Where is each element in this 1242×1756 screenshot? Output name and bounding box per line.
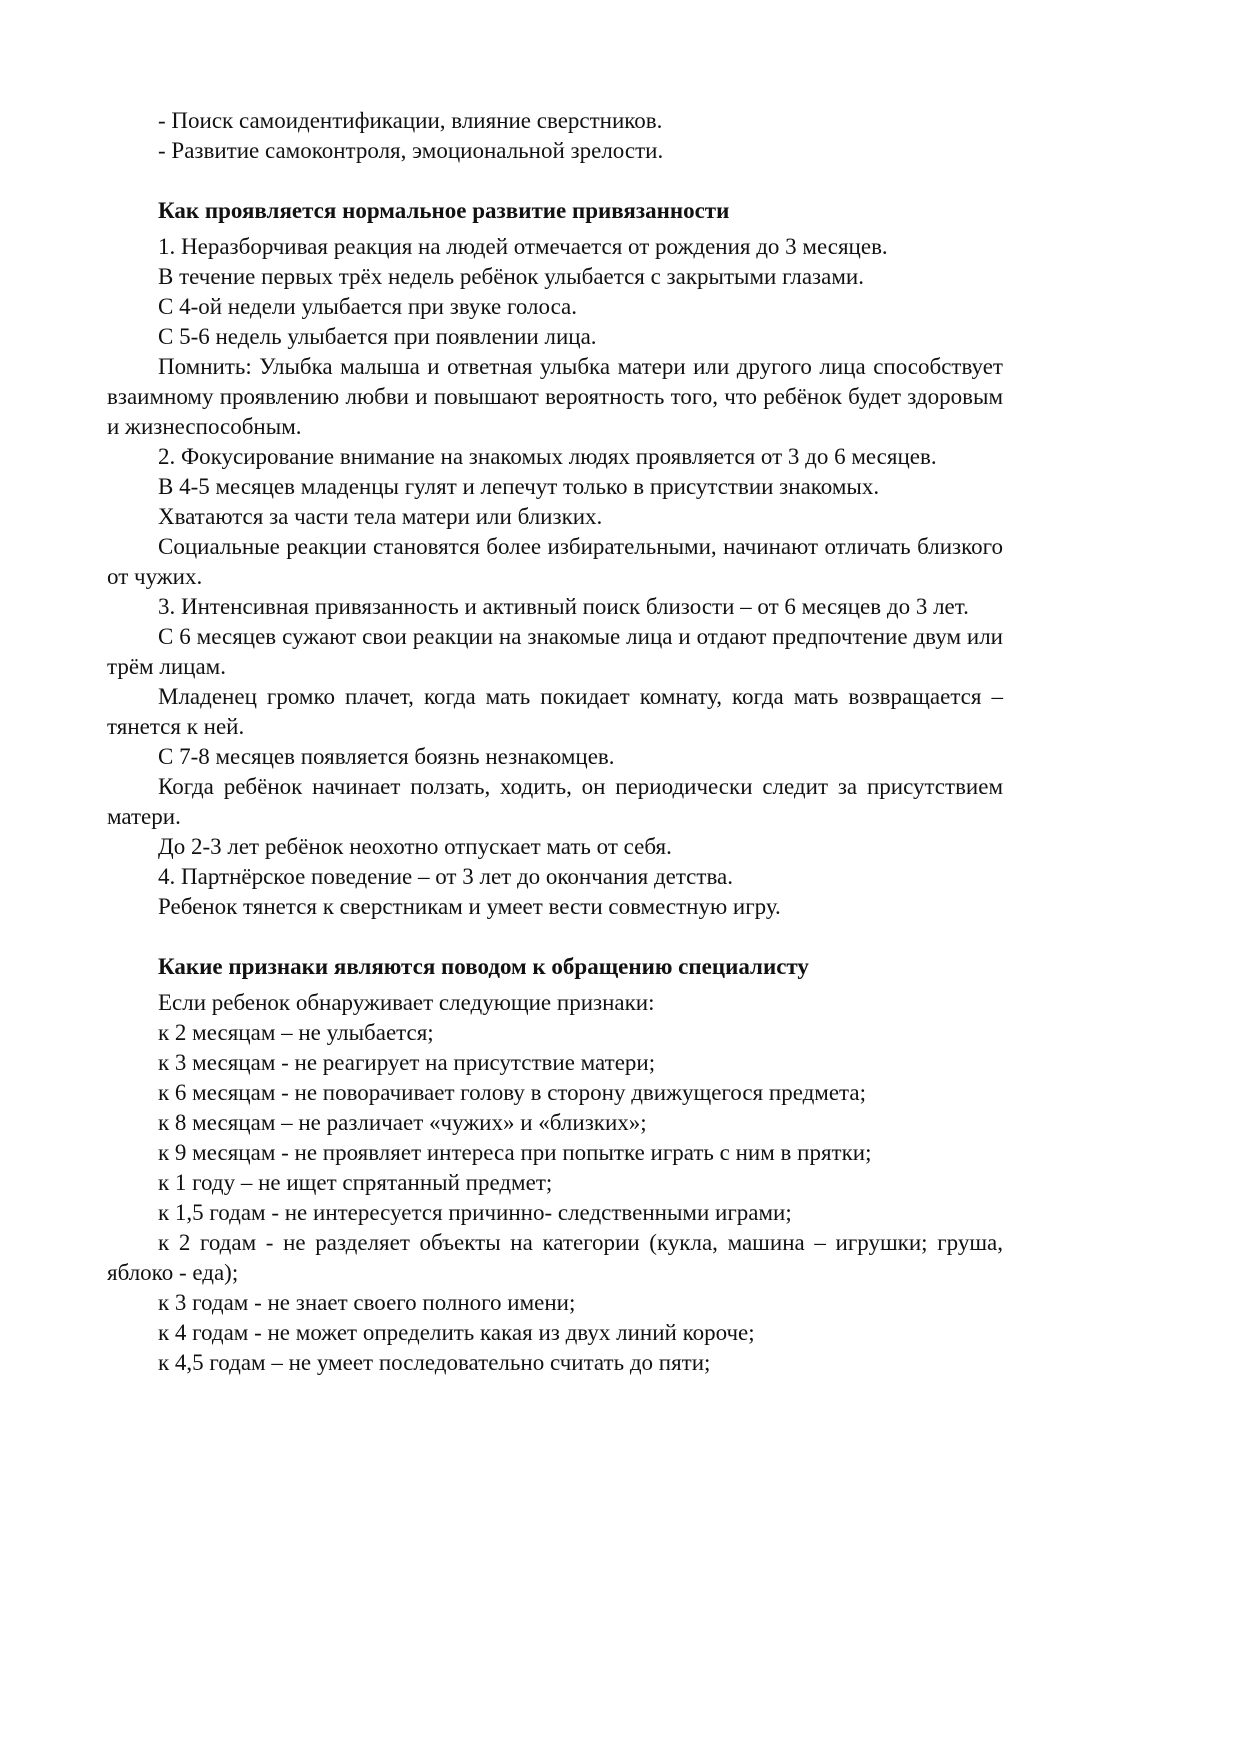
section-body-attachment <box>107 232 1003 922</box>
sign-item: к 4,5 годам – не умеет последовательно считать до пяти; <box>158 1350 711 1375</box>
paragraph: В течение первых трёх недель ребёнок улыбается с закрытыми глазами. <box>158 264 864 289</box>
spacer <box>107 922 1003 952</box>
sign-item: к 4 годам - не может определить какая из двух линий короче; <box>158 1320 755 1345</box>
section-heading-warning-signs: Какие признаки являются поводом к обращению специалисту <box>158 954 809 979</box>
sign-item: к 1 году – не ищет спрятанный предмет; <box>158 1170 553 1195</box>
paragraph: Социальные реакции становятся более избирательными, начинают отличать близкого от чужих. <box>107 534 1003 589</box>
paragraph: 4. Партнёрское поведение – от 3 лет до окончания детства. <box>158 864 733 889</box>
paragraph: В 4-5 месяцев младенцы гулят и лепечут только в присутствии знакомых. <box>158 474 880 499</box>
sign-item: к 1,5 годам - не интересуется причинно- следственными играми; <box>158 1200 792 1225</box>
sign-item: к 6 месяцам - не поворачивает голову в сторону движущегося предмета; <box>158 1080 866 1105</box>
paragraph: Ребенок тянется к сверстникам и умеет вести совместную игру. <box>158 894 781 919</box>
section-heading-attachment: Как проявляется нормальное развитие привязанности <box>158 198 730 223</box>
paragraph: Помнить: Улыбка малыша и ответная улыбка матери или другого лица способствует взаимному проявлению любви и повышают вероятность того, что ребёнок будет здоровым и жизнеспособным. <box>107 354 1003 439</box>
sign-item: к 2 годам - не разделяет объекты на категории (кукла, машина – игрушки; груша, яблоко - еда); <box>107 1230 1003 1285</box>
sign-item: к 3 месяцам - не реагирует на присутствие матери; <box>158 1050 656 1075</box>
paragraph: До 2-3 лет ребёнок неохотно отпускает мать от себя. <box>158 834 672 859</box>
sign-item: к 3 годам - не знает своего полного имени; <box>158 1290 576 1315</box>
paragraph: 1. Неразборчивая реакция на людей отмечается от рождения до 3 месяцев. <box>158 234 888 259</box>
sign-item: к 9 месяцам - не проявляет интереса при попытке играть с ним в прятки; <box>158 1140 872 1165</box>
paragraph: С 4-ой недели улыбается при звуке голоса. <box>158 294 578 319</box>
sign-item: к 2 месяцам – не улыбается; <box>158 1020 434 1045</box>
paragraph: Когда ребёнок начинает ползать, ходить, он периодически следит за присутствием матери. <box>107 774 1003 829</box>
sign-item: к 8 месяцам – не различает «чужих» и «близких»; <box>158 1110 647 1135</box>
paragraph: Хватаются за части тела матери или близких. <box>158 504 603 529</box>
paragraph: Младенец громко плачет, когда мать покидает комнату, когда мать возвращается – тянется к ней. <box>107 684 1003 739</box>
section-body-warning-signs <box>107 988 1003 1378</box>
paragraph: 2. Фокусирование внимание на знакомых людях проявляется от 3 до 6 месяцев. <box>158 444 937 469</box>
intro-list-item: - Развитие самоконтроля, эмоциональной зрелости. <box>158 138 664 163</box>
paragraph: С 6 месяцев сужают свои реакции на знакомые лица и отдают предпочтение двум или трём лицам. <box>107 624 1003 679</box>
paragraph: С 7-8 месяцев появляется боязнь незнакомцев. <box>158 744 615 769</box>
signs-intro: Если ребенок обнаруживает следующие признаки: <box>158 990 655 1015</box>
document-page <box>107 106 1003 1378</box>
spacer <box>107 166 1003 196</box>
paragraph: 3. Интенсивная привязанность и активный поиск близости – от 6 месяцев до 3 лет. <box>158 594 969 619</box>
intro-list-item: - Поиск самоидентификации, влияние сверстников. <box>158 108 663 133</box>
paragraph: С 5-6 недель улыбается при появлении лица. <box>158 324 597 349</box>
